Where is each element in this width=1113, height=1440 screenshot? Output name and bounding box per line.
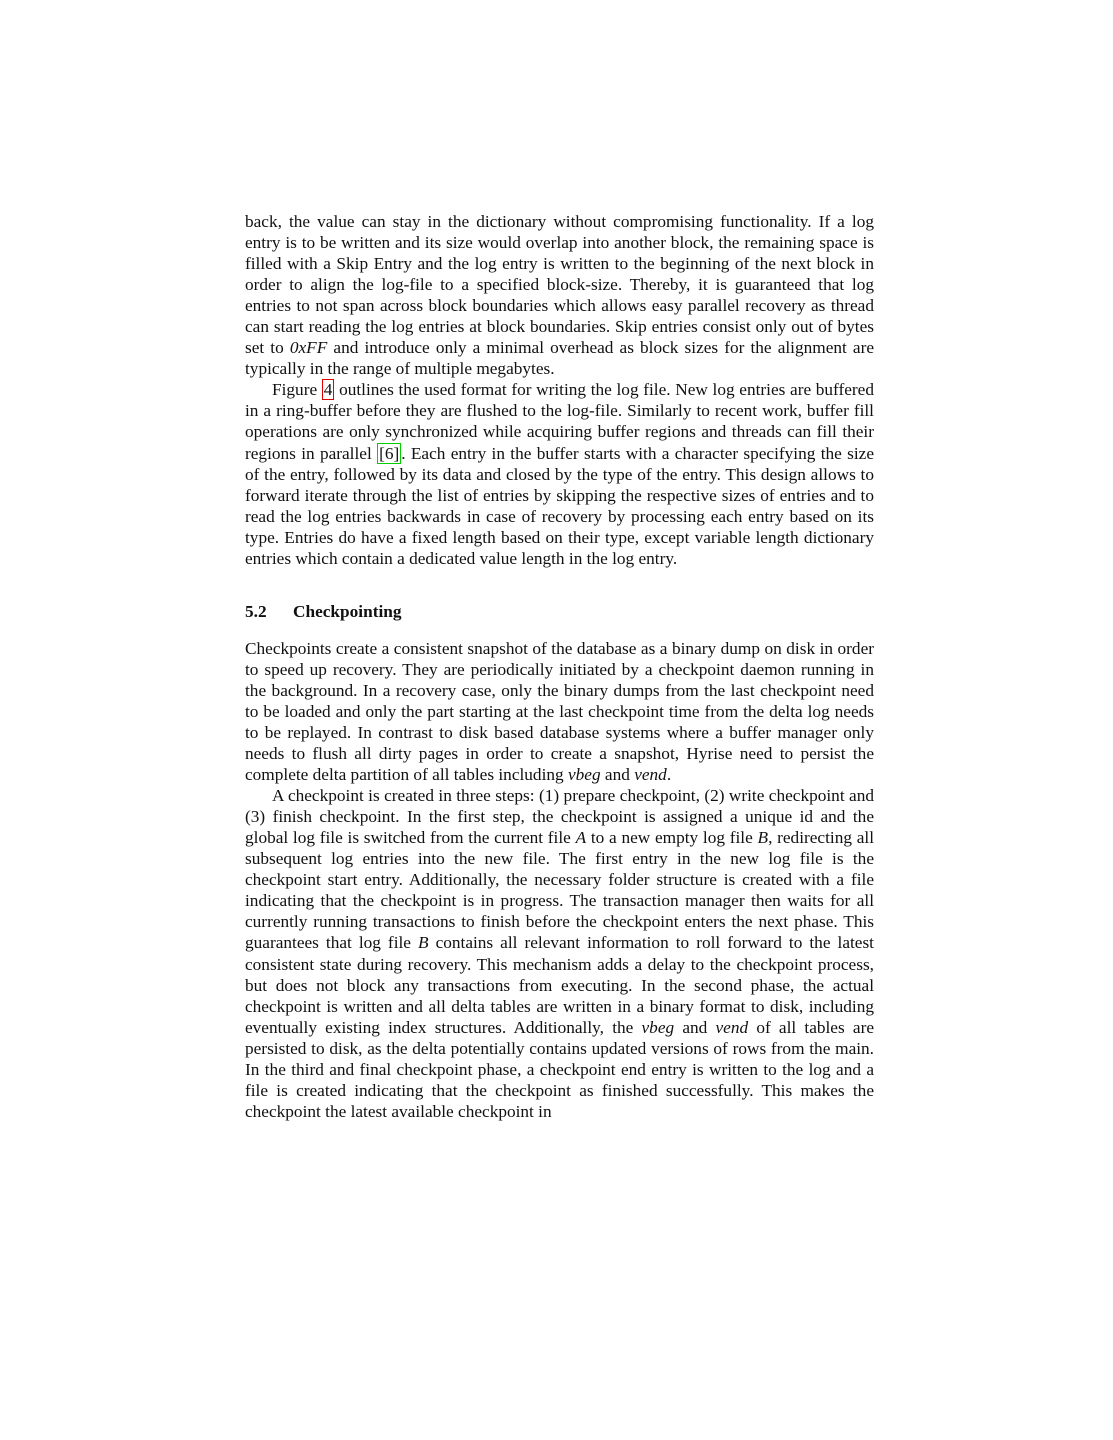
paragraph-text: contains all relevant information to roll forward to the latest consistent state during recovery. This mechanism adds a delay to the checkpoint process, but does not block any transactions from executing. In the second phase, the actual checkpoint is written and all delta tables are written in a binary format to disk, including eventually existing index structures. Additionally, the [245, 933, 874, 1037]
paragraph-text: . [666, 765, 672, 785]
figure-reference-link[interactable]: 4 [323, 380, 333, 400]
math-file-a: A [575, 828, 587, 848]
paragraph-checkpoint-intro [245, 638, 874, 785]
section-number: 5.2 [245, 601, 267, 621]
paragraph-text: to a new empty log file [586, 828, 758, 848]
math-file-b: B [757, 828, 769, 848]
paragraph-text: and introduce only a minimal overhead as block sizes for the alignment are typically in the range of multiple megabytes. [245, 338, 875, 379]
paragraph-text: and [674, 1017, 716, 1037]
paragraph-log-alignment [245, 211, 874, 379]
paragraph-text: Figure [272, 380, 322, 400]
math-file-b: B [417, 933, 429, 953]
citation-link[interactable]: [6] [379, 443, 400, 463]
paragraph-text: outlines the used format for writing the log file. New log entries are buffered in a ring-buffer before they are flushed to the log-file. Similarly to recent work, buffer fill operations are only synchronized while acquiring buffer regions and threads can fill their regions in parallel [245, 380, 874, 463]
paragraph-text: Checkpoints create a consistent snapshot of the database as a binary dump on disk in order to speed up recovery. They are periodically initiated by a checkpoint daemon running in the background. In a recovery case, only the binary dumps from the last checkpoint need to be loaded and only the part starting at the last checkpoint time from the delta log needs to be replayed. In contrast to disk based database systems where a buffer manager only needs to flush all dirty pages in order to create a snapshot, Hyrise need to persist the complete delta partition of all tables including [245, 638, 874, 785]
paragraph-text: A checkpoint is created in three steps: (1) prepare checkpoint, (2) write checkpoint and (3) finish checkpoint. In the first step, the checkpoint is assigned a unique id and the global log file is switched from the current file [245, 786, 874, 848]
math-vend: vend [634, 765, 667, 785]
page-body [245, 211, 874, 1122]
math-hex-value: 0xFF [289, 338, 328, 358]
paragraph-text: back, the value can stay in the dictionary without compromising functionality. If a log entry is to be written and its size would overlap into another block, the remaining space is filled with a Skip Entry and the log entry is written to the beginning of the next block in order to align the log-file to a specified block-size. Thereby, it is guaranteed that log entries to not span across block boundaries which allows easy parallel recovery as thread can start reading the log entries at block boundaries. Skip entries consist only out of bytes set to [245, 212, 874, 358]
math-vbeg: vbeg [641, 1017, 675, 1037]
math-vbeg: vbeg [567, 765, 601, 785]
section-heading [245, 602, 874, 622]
math-vend: vend [715, 1017, 749, 1037]
paragraph-text: . Each entry in the buffer starts with a character specifying the size of the entry, followed by its data and closed by the type of the entry. This design allows to forward iterate through the list of entries by skipping the respective sizes of entries and to read the log entries backwards in case of recovery by processing each entry based on its type. Entries do have a fixed length based on their type, except variable length dictionary entries which contain a dedicated value length in the log entry. [245, 443, 874, 568]
paragraph-log-format [245, 379, 874, 568]
paragraph-text: and [600, 765, 635, 785]
paragraph-checkpoint-steps [245, 785, 874, 1122]
paragraph-text: of all tables are persisted to disk, as the delta potentially contains updated versions of rows from the main. In the third and final checkpoint phase, a checkpoint end entry is written to the log and a file is created indicating that the checkpoint as finished successfully. This makes the checkpoint the latest available checkpoint in [245, 1017, 874, 1121]
paragraph-text: , redirecting all subsequent log entries into the new file. The first entry in the new log file is the checkpoint start entry. Additionally, the necessary folder structure is created with a file indicating that the checkpoint is in progress. The transaction manager then waits for all currently running transactions to finish before the checkpoint enters the next phase. This guarantees that log file [245, 828, 874, 953]
section-title: Checkpointing [293, 601, 402, 621]
